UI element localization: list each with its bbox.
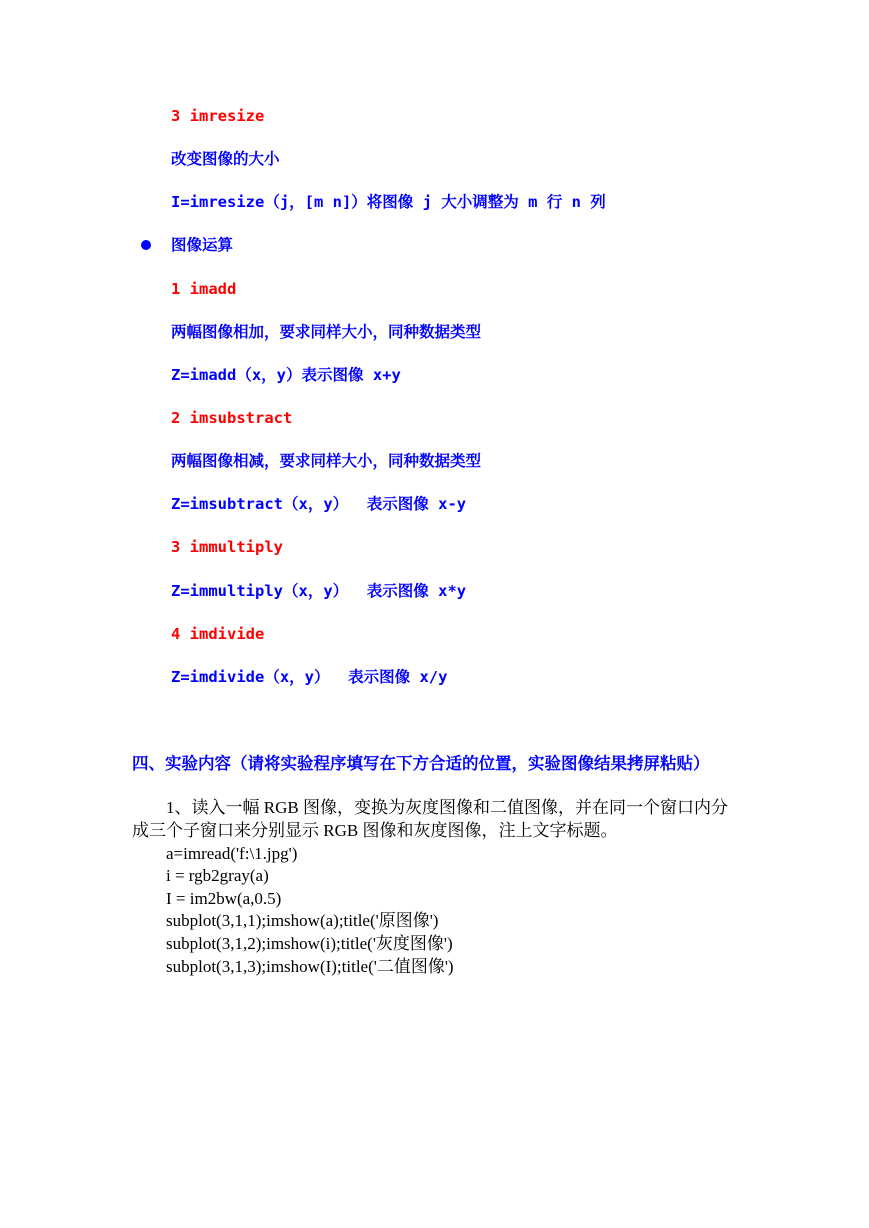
imsubstract-title: 2 imsubstract (171, 409, 293, 427)
imdivide-title: 4 imdivide (171, 625, 265, 643)
immultiply-usage: Z=immultiply（x，y） 表示图像 x*y (171, 582, 467, 600)
imdivide-usage: Z=imdivide（x，y） 表示图像 x/y (171, 668, 448, 686)
bullet-icon (141, 240, 151, 250)
code-line: a=imread('f:\1.jpg') (166, 844, 298, 863)
imsubstract-usage: Z=imsubtract（x，y） 表示图像 x-y (171, 495, 467, 513)
code-line: I = im2bw(a,0.5) (166, 889, 282, 908)
code-line: subplot(3,1,3);imshow(I);title('二值图像') (166, 957, 454, 976)
imresize-usage: I=imresize（j，[m n]）将图像 j 大小调整为 m 行 n 列 (171, 193, 606, 211)
imsubstract-description: 两幅图像相减，要求同样大小，同种数据类型 (171, 452, 482, 470)
code-line: subplot(3,1,2);imshow(i);title('灰度图像') (166, 934, 453, 953)
image-operations-title: 图像运算 (171, 236, 234, 254)
task-description-line-1: 1、读入一幅 RGB 图像，变换为灰度图像和二值图像，并在同一个窗口内分 (166, 798, 728, 817)
imresize-title: 3 imresize (171, 107, 265, 125)
immultiply-title: 3 immultiply (171, 538, 283, 556)
imresize-description: 改变图像的大小 (171, 150, 280, 168)
code-line: subplot(3,1,1);imshow(a);title('原图像') (166, 911, 439, 930)
imadd-usage: Z=imadd（x，y）表示图像 x+y (171, 366, 401, 384)
task-description-line-2: 成三个子窗口来分别显示 RGB 图像和灰度图像，注上文字标题。 (132, 821, 618, 840)
imadd-title: 1 imadd (171, 280, 237, 298)
code-line: i = rgb2gray(a) (166, 866, 269, 885)
imadd-description: 两幅图像相加，要求同样大小，同种数据类型 (171, 323, 482, 341)
section-heading: 四、实验内容（请将实验程序填写在下方合适的位置，实验图像结果拷屏粘贴） (132, 754, 710, 773)
